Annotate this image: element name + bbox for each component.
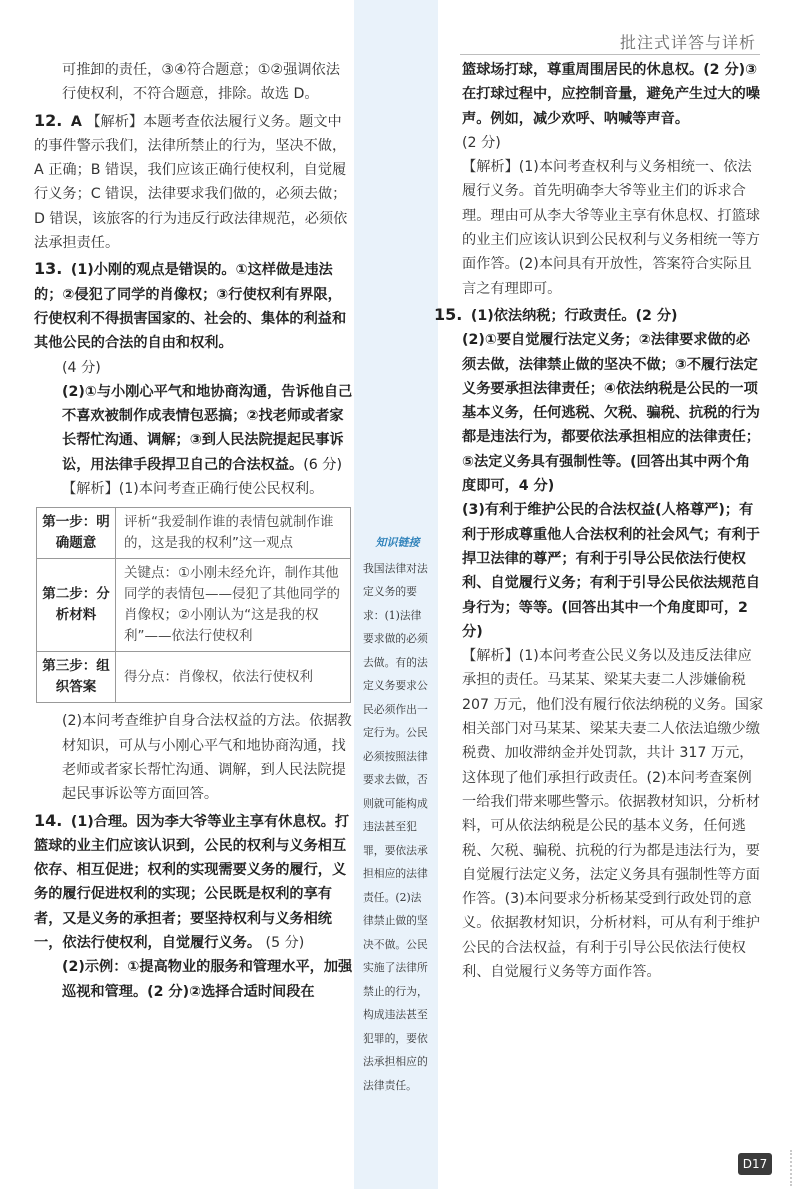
step3-text: 得分点：肖像权，依法行使权利 bbox=[116, 652, 351, 703]
header-rule bbox=[460, 54, 760, 55]
q14-number: 14. bbox=[34, 810, 63, 830]
step1-label: 第一步：明确题意 bbox=[37, 508, 116, 559]
table-row bbox=[37, 508, 351, 559]
q15-number: 15. bbox=[434, 304, 463, 324]
q13-answer2-text: (2)①与小刚心平气和地协商沟通，告诉他自己不喜欢被制作成表情包恶搞；②找老师或者家长帮忙沟通、调解；③到人民法院提起民事诉讼，用法律手段捍卫自己的合法权益。 bbox=[62, 383, 353, 473]
q15-answer2: (2)①要自觉履行法定义务；②法律要求做的必须去做，法律禁止做的坚决不做；③不履行法定义务要承担法律责任；④依法纳税是公民的一项基本义务，任何逃税、欠税、骗税、抗税的行为都是违法行为，都要依法承担相应的法律责任；⑤法定义务具有强制性等。(回答出其中两个角度即可，4 分) bbox=[462, 332, 760, 495]
step1-text: 评析“我爱制作谁的表情包就制作谁的，这是我的权利”这一观点 bbox=[116, 508, 351, 559]
step2-text: 关键点：①小刚未经允许，制作其他同学的表情包——侵犯了其他同学的肖像权；②小刚认为“这是我的权利”——依法行使权利 bbox=[116, 559, 351, 652]
table-row bbox=[37, 559, 351, 652]
page-edge-dots bbox=[782, 1150, 792, 1186]
header-title: 批注式详答与详析 bbox=[619, 33, 756, 52]
q14-part1 bbox=[34, 809, 354, 956]
q13-part1 bbox=[34, 257, 354, 355]
q14-answer2: (2)示例：①提高物业的服务和管理水平，加强巡视和管理。(2 分)②选择合适时间段在 bbox=[62, 959, 353, 1000]
right-column bbox=[434, 58, 764, 984]
q12-number: 12. bbox=[34, 110, 63, 130]
left-column bbox=[34, 58, 354, 1004]
q14-analysis: 【解析】(1)本问考查权利与义务相统一、依法履行义务。首先明确李大爷等业主们的诉求合理。理由可从李大爷等业主享有休息权、打篮球的业主们应该认识到公民权利与义务相统一等方面作答。(2)本问具有开放性，答案符合实际且言之有理即可。 bbox=[462, 159, 760, 297]
q13-number: 13. bbox=[34, 259, 63, 279]
q15-answer1: (1)依法纳税；行政责任。(2 分) bbox=[470, 307, 678, 324]
q12-block bbox=[34, 109, 354, 256]
q15-part1 bbox=[434, 303, 764, 328]
q12-answer: A bbox=[70, 113, 82, 130]
q14-score2: (2 分) bbox=[462, 134, 501, 151]
analysis-steps-table bbox=[36, 507, 351, 703]
step3-label: 第三步：组织答案 bbox=[37, 652, 116, 703]
intro-text: 可推卸的责任，③④符合题意；①②强调依法行使权利，不符合题意，排除。故选 D。 bbox=[62, 62, 340, 103]
q13-answer1: (1)小刚的观点是错误的。①这样做是违法的；②侵犯了同学的肖像权；③行使权利有界限，行使权利不得损害国家的、社会的、集体的利益和其他公民的合法的自由和权利。 bbox=[34, 262, 347, 352]
q13-score2: (6 分) bbox=[303, 456, 342, 473]
q13-answer2 bbox=[34, 380, 354, 477]
page-number: D17 bbox=[738, 1153, 772, 1175]
q15-answer3: (3)有利于维护公民的合法权益(人格尊严)；有利于形成尊重他人合法权利的社会风气；有利于捍卫法律的尊严；有利于引导公民依法行使权利、自觉履行义务；有利于引导公民依法规范自身行为；等等。(回答出其中一个角度即可，2 分) bbox=[462, 502, 760, 640]
q13-analysis: 【解析】(1)本问考查正确行使公民权利。 bbox=[62, 481, 324, 498]
table-row bbox=[37, 652, 351, 703]
q13-analysis2: (2)本问考查维护自身合法权益的方法。依据教材知识，可从与小刚心平气和地协商沟通，找老师或者家长帮忙沟通、调解，到人民法院提起民事诉讼等方面回答。 bbox=[62, 713, 352, 803]
step2-label: 第二步：分析材料 bbox=[37, 559, 116, 652]
q14-answer2-cont: 篮球场打球，尊重周围居民的休息权。(2 分)③在打球过程中，应控制音量，避免产生过大的噪声。例如，减少欢呼、呐喊等声音。 bbox=[462, 62, 760, 127]
sidebar-text: 我国法律对法定义务的要求：(1)法律要求做的必须去做。有的法定义务要求公民必须作出一定行为。公民必须按照法律要求去做，否则就可能构成违法甚至犯罪，要依法承担相应的法律责任。(2)法律禁止做的坚决不做。公民实施了法律所禁止的行为，构成违法甚至犯罪的，要依法承担相应的法律责任。 bbox=[363, 561, 428, 1092]
q14-answer1: (1)合理。因为李大爷等业主享有休息权。打篮球的业主们应该认识到，公民的权利与义务相互依存、相互促进；权利的实现需要义务的履行，义务的履行促进权利的实现；公民既是权利的享有者，又是义务的承担者；要坚持权利与义务相统一，依法行使权利，自觉履行义务。 bbox=[34, 813, 350, 952]
q15-analysis: 【解析】(1)本问考查公民义务以及违反法律应承担的责任。马某某、梁某夫妻二人涉嫌偷税 207 万元，他们没有履行依法纳税的义务。国家相关部门对马某某、梁某夫妻二人依法追缴少缴税费、加收滞纳金并处罚款，共计 317 万元，这体现了他们承担行政责任。(2)本问考查案例一给我们带来哪些警示。依据教材知识，分析材料，可从依法纳税是公民的基本义务，任何逃税、欠税、骗税、抗税的行为都是违法行为，要自觉履行法定义务，法定义务具有强制性等方面作答。(3)本问要求分析杨某受到行政处罚的意义。依据教材知识，分析材料，可从有利于维护公民的合法权益，有利于引导公民依法行使权利、自觉履行义务等方面作答。 bbox=[462, 648, 764, 980]
q14-score1: (5 分) bbox=[265, 935, 305, 952]
sidebar-title: 知识链接 bbox=[375, 536, 420, 549]
knowledge-link-sidebar bbox=[354, 0, 438, 1189]
q12-text: 【解析】本题考查依法履行义务。题文中的事件警示我们，法律所禁止的行为，坚决不做，A 正确；B 错误，我们应该正确行使权利，自觉履行义务；C 错误，法律要求我们做的，必须去做；D 错误，该旅客的行为违反行政法律规范，必须依法承担责任。 bbox=[34, 113, 348, 252]
q13-score1: (4 分) bbox=[62, 359, 101, 376]
